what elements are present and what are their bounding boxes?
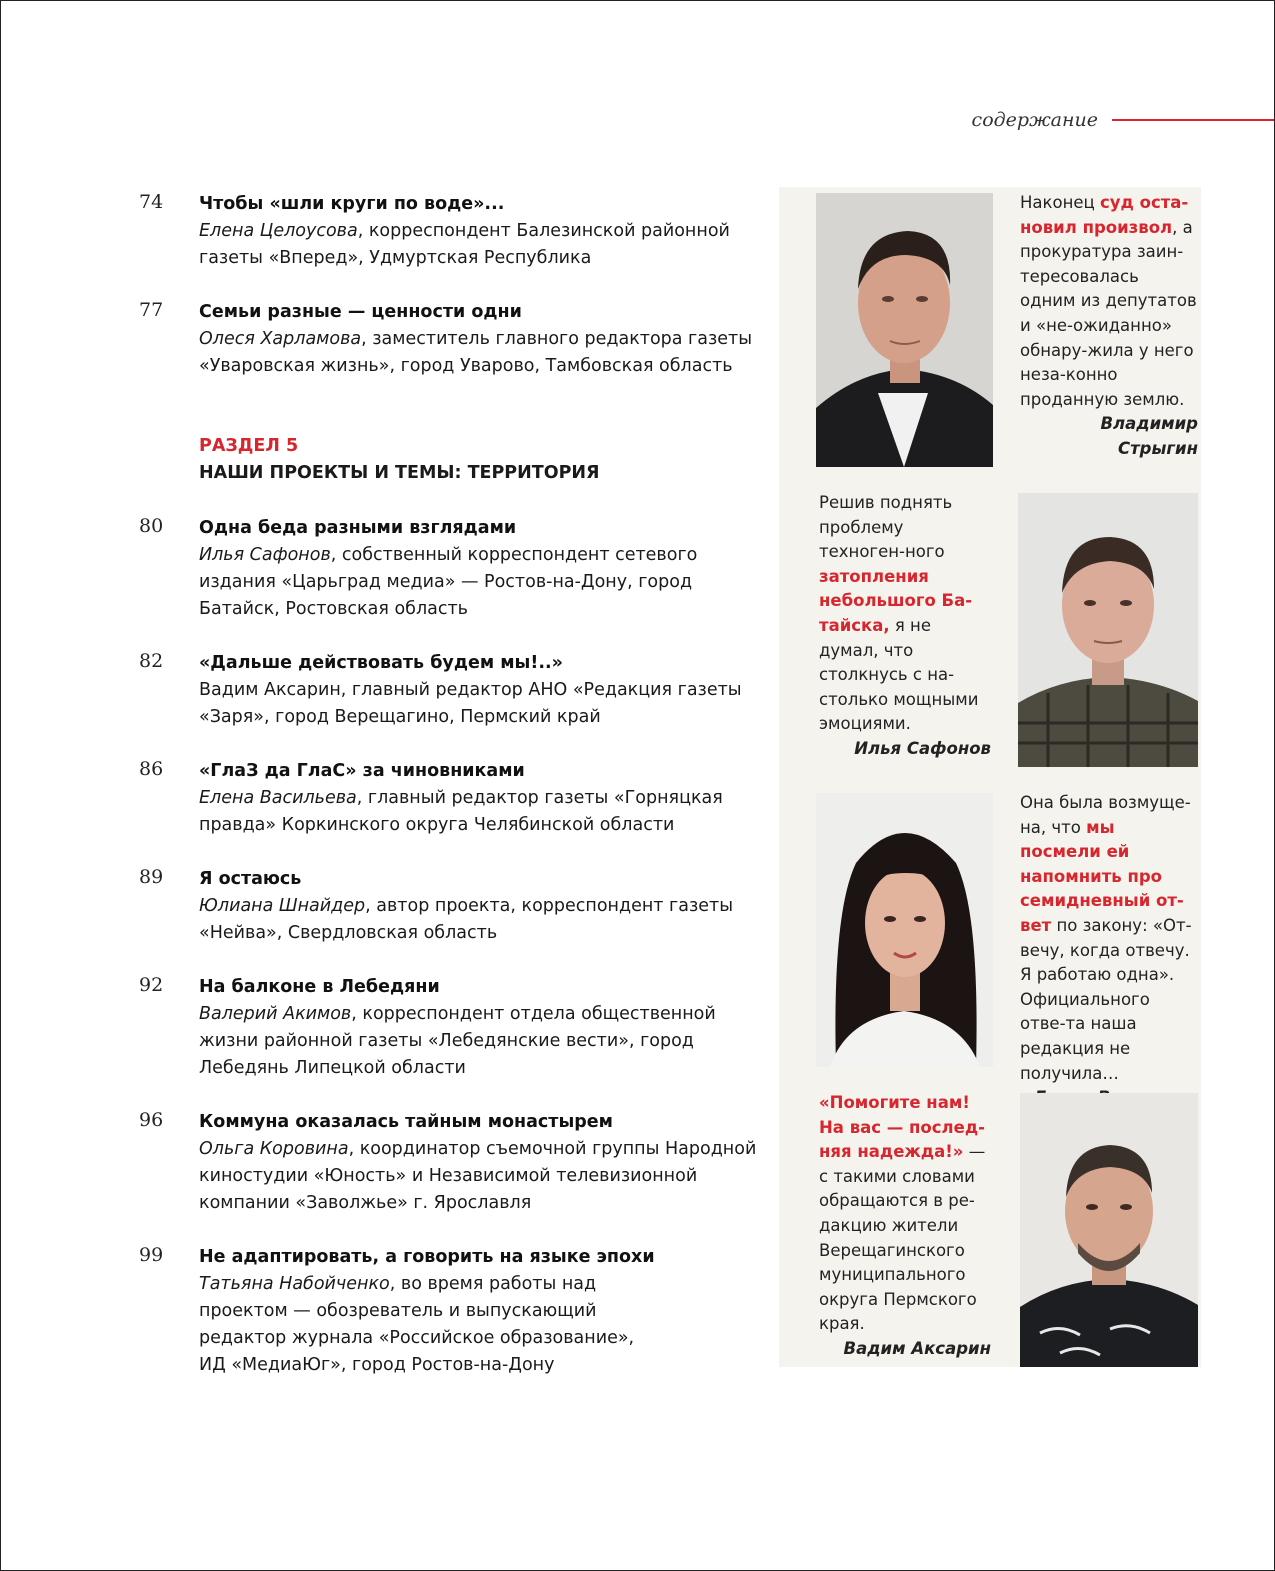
toc-title: Семьи разные — ценности одни [199, 302, 522, 322]
toc-description: , корреспондент Балезинской районной газеты «Вперед», Удмуртская Республика [199, 221, 730, 268]
toc-title: Не адаптировать, а говорить на языке эпохи [199, 1247, 655, 1267]
toc-description: , автор проекта, корреспондент газеты «Нейва», Свердловская область [199, 896, 734, 943]
quote-signature: Илья Сафонов [854, 738, 991, 758]
toc-description: , координатор съемочной группы Народной киностудии «Юность» и Независимой телевизионной компании «Заволжье» г. Ярославля [199, 1139, 757, 1213]
quote-highlight: суд оста-новил произвол [1020, 193, 1189, 237]
portrait-photo-safonov [1018, 493, 1198, 767]
toc-description: Вадим Аксарин, главный редактор АНО «Редакция газеты «Заря», город Верещагино, Пермский край [199, 680, 742, 727]
quote-strygin: Наконец суд оста-новил произвол, а прокуратура заин-тересовалась одним из депутатов и «не-ожиданно» обнару-жила у него неза-конно проданную землю. Владимир Стрыгин [1020, 191, 1198, 462]
toc-title: «Дальше действовать будем мы!..» [199, 653, 563, 673]
toc-page-number: 89 [139, 866, 164, 888]
toc-page-number: 74 [139, 191, 164, 213]
quote-safonov: Решив поднять проблему техноген-ного затопления небольшого Ба-тайска, я не думал, что столкнусь с на-столько мощными эмоциями. Илья Сафонов [819, 491, 991, 762]
toc-title: «ГлаЗ да ГлаС» за чиновниками [199, 761, 525, 781]
quote-aksarin: «Помогите нам! На вас — послед-няя надежда!» — с такими словами обращаются в ре-дакцию жители Верещагинского муниципального округа Пермского края. Вадим Аксарин [819, 1091, 991, 1362]
quote-vasilieva: Она была возмуще-на, что мы посмели ей напомнить про семидневный от-вет по закону: «От-вечу, когда отвечу. Я работаю одна». Официального отве-та наша редакция не получила… [1020, 791, 1198, 1111]
toc-title: Одна беда разными взглядами [199, 518, 517, 538]
toc-title: Коммуна оказалась тайным монастырем [199, 1112, 613, 1132]
toc-title: Чтобы «шли круги по воде»... [199, 194, 505, 214]
toc-author: Татьяна Набойченко [199, 1274, 390, 1294]
toc-author: Ольга Коровина [199, 1139, 349, 1159]
toc-page-number: 82 [139, 650, 164, 672]
toc-page-number: 96 [139, 1109, 164, 1131]
quote-signature: Вадим Аксарин [843, 1338, 991, 1358]
toc-page-number: 86 [139, 758, 164, 780]
toc-author: Елена Васильева [199, 788, 357, 808]
toc-page-number: 77 [139, 299, 164, 321]
toc-page-number: 80 [139, 515, 164, 537]
toc-description: , во время работы над проектом — обозреватель и выпускающий редактор журнала «Российское образование», ИД «МедиаЮг», город Ростов-на-Дону [199, 1274, 635, 1375]
section-label: РАЗДЕЛ 5 [199, 436, 299, 456]
toc-description: , заместитель главного редактора газеты «Уваровская жизнь», город Уварово, Тамбовская область [199, 329, 753, 376]
quote-signature: Владимир Стрыгин [1100, 414, 1198, 458]
toc-author: Елена Целоусова [199, 221, 358, 241]
portrait-photo-aksarin [1020, 1093, 1198, 1367]
toc-page-number: 92 [139, 974, 164, 996]
toc-author: Валерий Акимов [199, 1004, 352, 1024]
toc-author: Илья Сафонов [199, 545, 331, 565]
toc-author: Олеся Харламова [199, 329, 362, 349]
quote-highlight: мы посмели ей напомнить про семидневный от-вет [1020, 817, 1184, 935]
toc-title: На балконе в Лебедяни [199, 977, 440, 997]
section-heading [199, 433, 600, 487]
header-rule [1112, 119, 1274, 121]
section-name: содержание [971, 109, 1098, 131]
quotes-sidebar [779, 187, 1201, 1367]
portrait-photo-strygin [816, 193, 993, 467]
quote-highlight: «Помогите нам! На вас — послед-няя надежда!» [819, 1093, 985, 1162]
toc-description: , корреспондент отдела общественной жизни районной газеты «Лебедянские вести», город Лебедянь Липецкой области [199, 1004, 716, 1078]
toc-description: , главный редактор газеты «Горняцкая правда» Коркинского округа Челябинской области [199, 788, 723, 835]
toc-author: Юлиана Шнайдер [199, 896, 366, 916]
toc-description: , собственный корреспондент сетевого издания «Царьград медиа» — Ростов-на-Дону, город Батайск, Ростовская область [199, 545, 698, 619]
portrait-photo-vasilieva [816, 793, 993, 1067]
toc-title: Я остаюсь [199, 869, 302, 889]
section-title: НАШИ ПРОЕКТЫ И ТЕМЫ: ТЕРРИТОРИЯ [199, 463, 600, 483]
running-header [972, 109, 1274, 131]
toc-page-number: 99 [139, 1244, 164, 1266]
quote-highlight: затопления небольшого Ба-тайска, [819, 566, 973, 635]
